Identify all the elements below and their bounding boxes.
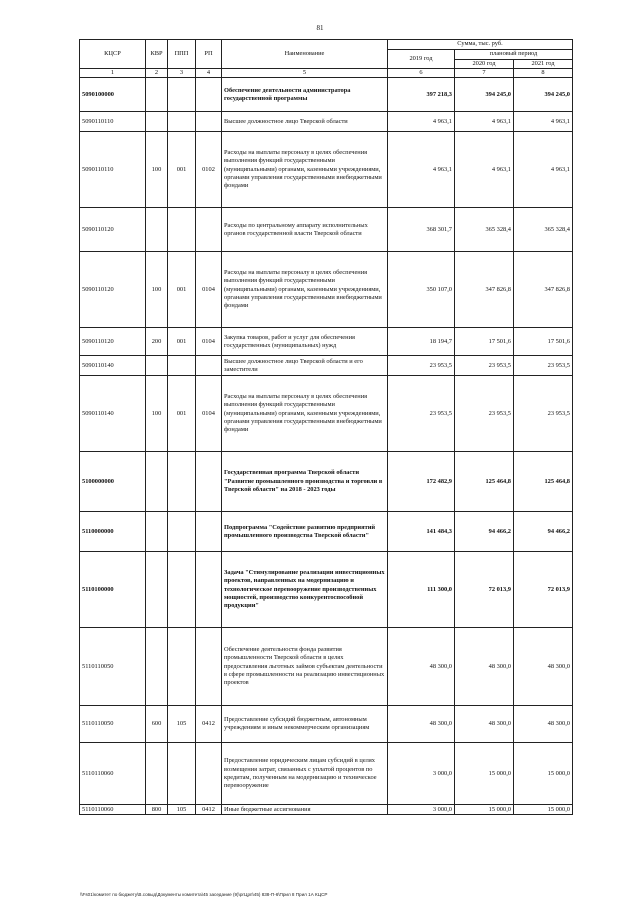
cell-rp: 0412 (196, 805, 222, 815)
cell-kvr (146, 512, 168, 552)
cell-kvr (146, 78, 168, 112)
cell-amount-2019: 397 218,3 (388, 78, 455, 112)
cell-ppp: 001 (168, 376, 196, 452)
column-number: 3 (168, 69, 196, 78)
cell-kvr: 100 (146, 252, 168, 328)
cell-ppp (168, 356, 196, 376)
column-number-row (80, 69, 573, 78)
header-ppp: ППП (168, 40, 196, 69)
table-header (80, 40, 573, 78)
cell-amount-2021: 15 000,0 (514, 805, 573, 815)
cell-amount-2021: 365 328,4 (514, 208, 573, 252)
cell-kcsr: 5110110060 (80, 805, 146, 815)
cell-kvr: 100 (146, 132, 168, 208)
cell-kcsr: 5110110050 (80, 628, 146, 706)
cell-rp (196, 452, 222, 512)
cell-name: Обеспечение деятельности администратора государственной программы (222, 78, 388, 112)
table-row (80, 512, 573, 552)
cell-rp: 0104 (196, 252, 222, 328)
table-row (80, 376, 573, 452)
cell-kcsr: 5090110120 (80, 328, 146, 356)
cell-name: Высшее должностное лицо Тверской области и его заместители (222, 356, 388, 376)
cell-kvr: 200 (146, 328, 168, 356)
cell-amount-2020: 15 000,0 (455, 743, 514, 805)
cell-amount-2020: 17 501,6 (455, 328, 514, 356)
cell-amount-2020: 365 328,4 (455, 208, 514, 252)
cell-ppp (168, 208, 196, 252)
cell-amount-2019: 3 000,0 (388, 805, 455, 815)
column-number: 8 (514, 69, 573, 78)
cell-kcsr: 5090110140 (80, 356, 146, 376)
cell-amount-2019: 48 300,0 (388, 628, 455, 706)
cell-name: Расходы на выплаты персоналу в целях обеспечения выполнения функций государственными (муниципальными) органами, казенными учреждениями, органами управления государственными внебюджетными фондами (222, 252, 388, 328)
cell-name: Высшее должностное лицо Тверской области (222, 112, 388, 132)
budget-table (79, 39, 573, 815)
cell-kvr: 600 (146, 706, 168, 743)
cell-amount-2020: 23 953,5 (455, 376, 514, 452)
cell-kvr: 800 (146, 805, 168, 815)
cell-amount-2021: 48 300,0 (514, 628, 573, 706)
cell-ppp: 105 (168, 706, 196, 743)
cell-kcsr: 5090110140 (80, 376, 146, 452)
cell-rp: 0104 (196, 328, 222, 356)
footer-file-path: \\Fs01\комитет по бюджету\В.совыд\Документы комитета\45 заседание (9)\ргЦрп\45) 838-П-6\Прил 8 Прил 1А КЦСР (80, 892, 328, 897)
cell-ppp (168, 452, 196, 512)
header-year-2019: 2019 год (388, 50, 455, 69)
cell-amount-2020: 125 464,8 (455, 452, 514, 512)
cell-amount-2020: 48 300,0 (455, 628, 514, 706)
header-year-2020: 2020 год (455, 60, 514, 69)
column-number: 6 (388, 69, 455, 78)
table-row (80, 706, 573, 743)
cell-ppp (168, 512, 196, 552)
cell-ppp (168, 628, 196, 706)
cell-amount-2019: 368 301,7 (388, 208, 455, 252)
cell-rp (196, 356, 222, 376)
header-planned-period: плановый период (455, 50, 573, 60)
cell-name: Расходы на выплаты персоналу в целях обеспечения выполнения функций государственными (муниципальными) органами, казенными учреждениями, органами управления государственными внебюджетными фондами (222, 132, 388, 208)
table-row (80, 628, 573, 706)
cell-rp (196, 512, 222, 552)
page-number: 81 (316, 24, 324, 32)
cell-rp (196, 552, 222, 628)
cell-kvr (146, 112, 168, 132)
table-body (80, 78, 573, 815)
cell-amount-2020: 48 300,0 (455, 706, 514, 743)
cell-rp (196, 112, 222, 132)
cell-ppp: 001 (168, 252, 196, 328)
cell-amount-2020: 15 000,0 (455, 805, 514, 815)
column-number: 4 (196, 69, 222, 78)
cell-name: Расходы на выплаты персоналу в целях обеспечения выполнения функций государственными (муниципальными) органами, казенными учреждениями, органами управления государственными внебюджетными фондами (222, 376, 388, 452)
table-row (80, 252, 573, 328)
cell-name: Задача "Стимулирование реализации инвестиционных проектов, направленных на модернизацию и технологическое перевооружение производственных мощностей, производство конкурентоспособной продукции" (222, 552, 388, 628)
cell-name: Расходы по центральному аппарату исполнительных органов государственной власти Тверской области (222, 208, 388, 252)
cell-amount-2020: 394 245,0 (455, 78, 514, 112)
cell-amount-2021: 23 953,5 (514, 356, 573, 376)
cell-amount-2019: 18 194,7 (388, 328, 455, 356)
cell-amount-2021: 4 963,1 (514, 112, 573, 132)
cell-amount-2021: 48 300,0 (514, 706, 573, 743)
cell-ppp: 001 (168, 328, 196, 356)
header-sum: Сумма, тыс. руб. (388, 40, 573, 50)
column-number: 2 (146, 69, 168, 78)
cell-kvr (146, 208, 168, 252)
cell-amount-2020: 72 013,9 (455, 552, 514, 628)
cell-amount-2021: 72 013,9 (514, 552, 573, 628)
cell-ppp: 105 (168, 805, 196, 815)
table-row (80, 112, 573, 132)
cell-name: Обеспечение деятельности фонда развития промышленности Тверской области в целях предоставления льготных займов субъектам деятельности в сфере промышленности на реализацию инвестиционных проектов (222, 628, 388, 706)
cell-rp (196, 208, 222, 252)
cell-kcsr: 5090110120 (80, 252, 146, 328)
cell-ppp (168, 743, 196, 805)
cell-kcsr: 5090100000 (80, 78, 146, 112)
cell-kvr (146, 356, 168, 376)
cell-rp (196, 628, 222, 706)
cell-amount-2021: 4 963,1 (514, 132, 573, 208)
cell-rp (196, 78, 222, 112)
table-row (80, 805, 573, 815)
cell-kcsr: 5090110110 (80, 132, 146, 208)
cell-amount-2019: 23 953,5 (388, 356, 455, 376)
table-row (80, 356, 573, 376)
cell-ppp (168, 112, 196, 132)
cell-name: Предоставление субсидий бюджетным, автономным учреждениям и иным некоммерческим организациям (222, 706, 388, 743)
cell-rp: 0412 (196, 706, 222, 743)
cell-rp: 0104 (196, 376, 222, 452)
cell-name: Предоставление юридическим лицам субсидий в целях возмещения затрат, связанных с уплатой процентов по кредитам, полученным на модернизацию и техническое перевооружение (222, 743, 388, 805)
cell-amount-2021: 94 466,2 (514, 512, 573, 552)
cell-amount-2021: 17 501,6 (514, 328, 573, 356)
cell-amount-2019: 4 963,1 (388, 132, 455, 208)
cell-kcsr: 5110000000 (80, 512, 146, 552)
table-row (80, 208, 573, 252)
cell-amount-2019: 350 107,0 (388, 252, 455, 328)
table-row (80, 552, 573, 628)
cell-amount-2019: 23 953,5 (388, 376, 455, 452)
cell-ppp (168, 78, 196, 112)
column-number: 1 (80, 69, 146, 78)
cell-rp (196, 743, 222, 805)
column-number: 5 (222, 69, 388, 78)
header-name: Наименование (222, 40, 388, 69)
cell-amount-2021: 23 953,5 (514, 376, 573, 452)
cell-name: Закупка товаров, работ и услуг для обеспечения государственных (муниципальных) нужд (222, 328, 388, 356)
cell-amount-2019: 48 300,0 (388, 706, 455, 743)
cell-kcsr: 5090110110 (80, 112, 146, 132)
cell-amount-2020: 4 963,1 (455, 112, 514, 132)
cell-amount-2020: 347 826,8 (455, 252, 514, 328)
table-row (80, 78, 573, 112)
cell-amount-2021: 15 000,0 (514, 743, 573, 805)
cell-kvr (146, 628, 168, 706)
cell-amount-2021: 125 464,8 (514, 452, 573, 512)
cell-kvr (146, 743, 168, 805)
cell-kcsr: 5090110120 (80, 208, 146, 252)
table-row (80, 743, 573, 805)
cell-amount-2019: 111 300,0 (388, 552, 455, 628)
cell-amount-2019: 172 482,9 (388, 452, 455, 512)
column-number: 7 (455, 69, 514, 78)
table-row (80, 328, 573, 356)
cell-amount-2020: 4 963,1 (455, 132, 514, 208)
cell-name: Подпрограмма "Содействие развитию предприятий промышленного производства Тверской области" (222, 512, 388, 552)
cell-kvr: 100 (146, 376, 168, 452)
cell-kcsr: 5110100000 (80, 552, 146, 628)
cell-ppp: 001 (168, 132, 196, 208)
header-rp: РП (196, 40, 222, 69)
cell-amount-2019: 141 484,3 (388, 512, 455, 552)
header-kvr: КВР (146, 40, 168, 69)
table-row (80, 452, 573, 512)
cell-kcsr: 5110110060 (80, 743, 146, 805)
cell-name: Государственная программа Тверской области "Развитие промышленного производства и торговли в Тверской области" на 2018 - 2023 годы (222, 452, 388, 512)
cell-amount-2019: 3 000,0 (388, 743, 455, 805)
header-year-2021: 2021 год (514, 60, 573, 69)
cell-amount-2020: 94 466,2 (455, 512, 514, 552)
cell-amount-2021: 347 826,8 (514, 252, 573, 328)
table-row (80, 132, 573, 208)
cell-kcsr: 5110110050 (80, 706, 146, 743)
cell-kcsr: 5100000000 (80, 452, 146, 512)
cell-name: Иные бюджетные ассигнования (222, 805, 388, 815)
cell-rp: 0102 (196, 132, 222, 208)
header-kcsr: КЦСР (80, 40, 146, 69)
cell-kvr (146, 452, 168, 512)
cell-amount-2020: 23 953,5 (455, 356, 514, 376)
cell-amount-2019: 4 963,1 (388, 112, 455, 132)
cell-ppp (168, 552, 196, 628)
cell-amount-2021: 394 245,0 (514, 78, 573, 112)
cell-kvr (146, 552, 168, 628)
